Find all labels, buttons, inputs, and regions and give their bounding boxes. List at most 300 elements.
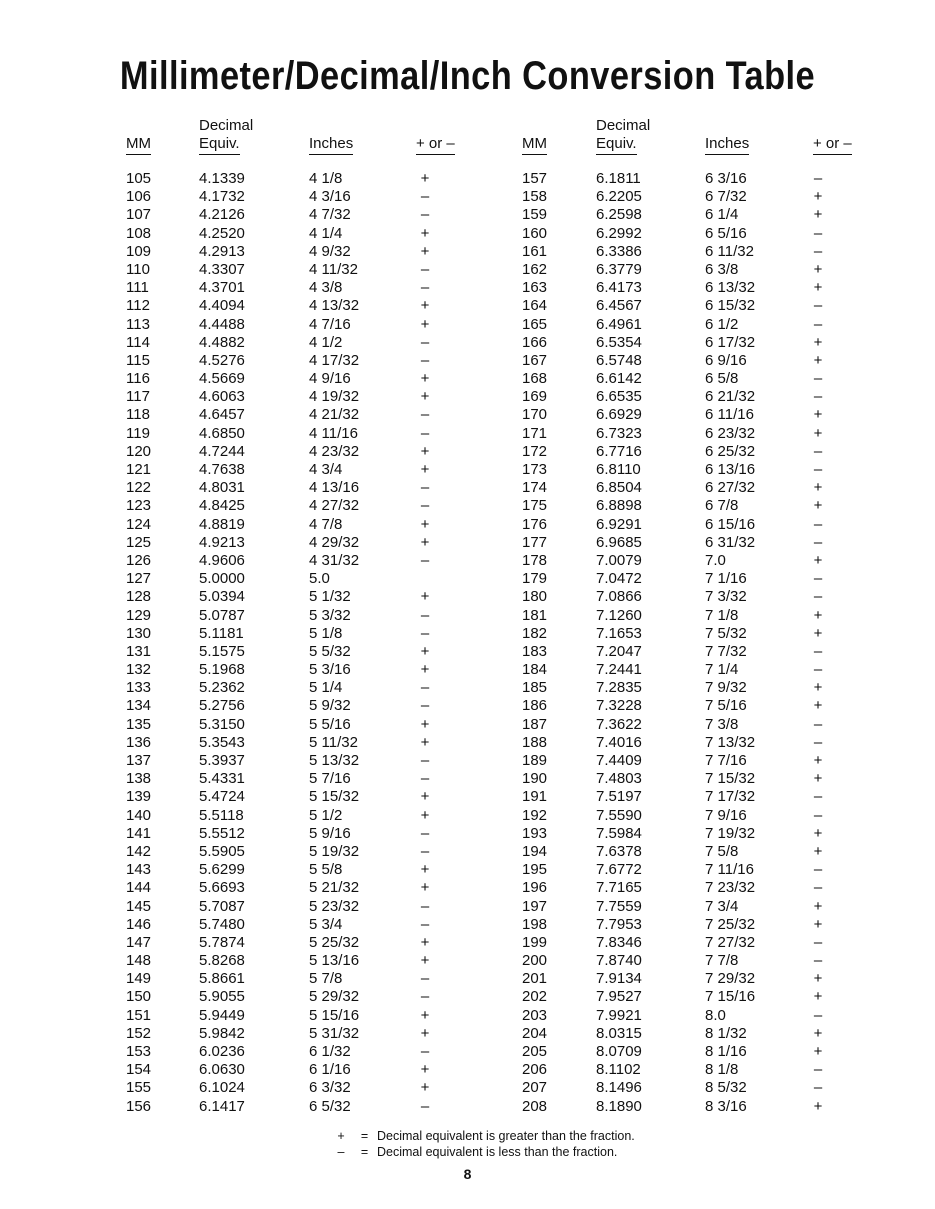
sign-cell: –: [813, 297, 823, 315]
decimal-cell: 4.9213: [199, 533, 245, 551]
sign-cell: +: [420, 315, 430, 333]
mm-cell: 171: [522, 424, 548, 442]
sign-cell: –: [420, 424, 430, 442]
mm-cell: 163: [522, 279, 548, 297]
decimal-cell: 7.8740: [596, 952, 642, 970]
inches-cell: 5 1/32: [309, 588, 351, 606]
mm-cell: 161: [522, 242, 548, 260]
sign-cell: +: [813, 279, 823, 297]
header-inches-left: [309, 135, 353, 155]
decimal-cell: 7.5984: [596, 824, 642, 842]
inches-cell: 5 9/32: [309, 697, 351, 715]
mm-cell: 148: [126, 952, 152, 970]
decimal-cell: 4.4882: [199, 333, 245, 351]
inches-cell: 5 5/8: [309, 861, 343, 879]
mm-cell: 183: [522, 642, 548, 660]
inches-cell: 5 1/8: [309, 624, 343, 642]
mm-cell: 123: [126, 497, 152, 515]
inches-cell: 6 25/32: [705, 442, 756, 460]
decimal-cell: 8.1890: [596, 1097, 642, 1115]
inches-cell: 6 15/32: [705, 297, 756, 315]
inches-cell: 5 23/32: [309, 897, 360, 915]
sign-cell: –: [813, 642, 823, 660]
inches-cell: 7 1/4: [705, 661, 739, 679]
sign-cell: –: [813, 588, 823, 606]
header-sign-right: [813, 135, 852, 155]
mm-cell: 208: [522, 1097, 548, 1115]
inches-cell: 8 1/8: [705, 1061, 739, 1079]
sign-cell: +: [813, 697, 823, 715]
mm-cell: 177: [522, 533, 548, 551]
mm-cell: 186: [522, 697, 548, 715]
sign-cell: +: [420, 733, 430, 751]
decimal-cell: 7.7165: [596, 879, 642, 897]
mm-cell: 130: [126, 624, 152, 642]
decimal-cell: 6.1417: [199, 1097, 245, 1115]
legend-text: Decimal equivalent is less than the fraction.: [376, 1145, 618, 1159]
inches-cell: 7 5/16: [705, 697, 747, 715]
mm-cell: 143: [126, 861, 152, 879]
inches-cell: 7 5/8: [705, 842, 739, 860]
mm-cell: 141: [126, 824, 152, 842]
decimal-cell: 5.9842: [199, 1024, 245, 1042]
inches-cell: 6 7/32: [705, 188, 747, 206]
sign-cell: –: [813, 570, 823, 588]
decimal-cell: 5.4331: [199, 770, 245, 788]
page-number: 8: [463, 1166, 472, 1182]
mm-cell: 173: [522, 461, 548, 478]
sign-cell: +: [813, 1024, 823, 1042]
inches-cell: 5 7/8: [309, 970, 343, 988]
mm-cell: 160: [522, 224, 548, 242]
inches-cell: 6 1/16: [309, 1061, 351, 1079]
right-mm-column: [522, 170, 547, 1116]
mm-cell: 122: [126, 479, 152, 497]
mm-cell: 116: [126, 370, 150, 388]
sign-cell: +: [813, 842, 823, 860]
left-mm-column: [126, 170, 151, 1116]
decimal-cell: 6.0236: [199, 1043, 245, 1060]
right-decimal-column: [596, 170, 642, 1116]
sign-cell: –: [420, 351, 430, 369]
mm-cell: 144: [126, 879, 152, 897]
mm-cell: 193: [522, 824, 548, 842]
inches-cell: 7 1/16: [705, 570, 747, 588]
sign-cell: +: [420, 242, 430, 260]
mm-cell: 178: [522, 551, 548, 569]
decimal-cell: 5.6693: [199, 879, 245, 897]
decimal-cell: 8.0709: [596, 1043, 642, 1060]
inches-cell: 7 15/32: [705, 770, 756, 788]
sign-cell: +: [420, 879, 430, 897]
mm-cell: 107: [126, 206, 152, 224]
decimal-cell: 7.1653: [596, 624, 642, 642]
inches-cell: 5 9/16: [309, 824, 351, 842]
mm-cell: 125: [126, 533, 152, 551]
decimal-cell: 5.9449: [199, 1006, 245, 1024]
decimal-cell: 6.5748: [596, 351, 642, 369]
inches-cell: 6 15/16: [705, 515, 756, 533]
mm-cell: 179: [522, 570, 548, 588]
inches-cell: 7 7/16: [705, 752, 747, 769]
decimal-cell: 5.7480: [199, 915, 245, 933]
decimal-cell: 4.5276: [199, 351, 245, 369]
sign-cell: +: [813, 497, 823, 515]
inches-cell: 7 9/16: [705, 806, 747, 824]
sign-cell: +: [420, 388, 430, 406]
sign-cell: +: [420, 661, 430, 679]
mm-cell: 131: [126, 642, 152, 660]
decimal-cell: 6.2598: [596, 206, 642, 224]
sign-cell: +: [813, 752, 823, 769]
mm-cell: 201: [522, 970, 548, 988]
sign-cell: +: [420, 952, 430, 970]
legend-text: Decimal equivalent is greater than the fraction.: [376, 1129, 635, 1143]
sign-cell: +: [420, 588, 430, 606]
mm-cell: 109: [126, 242, 152, 260]
inches-cell: 6 5/16: [705, 224, 747, 242]
decimal-cell: 4.6063: [199, 388, 245, 406]
sign-cell: +: [420, 533, 430, 551]
inches-cell: 6 5/32: [309, 1097, 351, 1115]
sign-cell: –: [420, 606, 430, 624]
sign-cell: –: [420, 915, 430, 933]
decimal-cell: 7.1260: [596, 606, 642, 624]
inches-cell: 7 19/32: [705, 824, 756, 842]
sign-cell: –: [420, 497, 430, 515]
sign-cell: +: [813, 333, 823, 351]
mm-cell: 145: [126, 897, 152, 915]
inches-cell: 7 3/8: [705, 715, 739, 733]
mm-cell: 204: [522, 1024, 548, 1042]
decimal-cell: 6.1024: [199, 1079, 245, 1097]
mm-cell: 187: [522, 715, 548, 733]
inches-cell: 7 3/4: [705, 897, 739, 915]
decimal-cell: 4.7638: [199, 461, 245, 478]
decimal-cell: 4.2126: [199, 206, 245, 224]
decimal-cell: 6.4173: [596, 279, 642, 297]
sign-cell: +: [420, 515, 430, 533]
mm-cell: 105: [126, 170, 152, 187]
inches-cell: 5 3/4: [309, 915, 343, 933]
sign-cell: –: [420, 206, 430, 224]
sign-cell: –: [813, 788, 823, 806]
mm-cell: 110: [126, 260, 150, 278]
mm-cell: 175: [522, 497, 548, 515]
sign-cell: +: [420, 788, 430, 806]
decimal-cell: 4.5669: [199, 370, 245, 388]
mm-cell: 192: [522, 806, 548, 824]
decimal-cell: 6.3779: [596, 260, 642, 278]
decimal-cell: 6.0630: [199, 1061, 245, 1079]
inches-cell: 7 13/32: [705, 733, 756, 751]
decimal-cell: 4.6850: [199, 424, 245, 442]
mm-cell: 133: [126, 679, 152, 697]
inches-cell: 5 15/32: [309, 788, 360, 806]
sign-cell: –: [420, 770, 430, 788]
mm-cell: 129: [126, 606, 152, 624]
inches-cell: 7 1/8: [705, 606, 739, 624]
inches-cell: 6 9/16: [705, 351, 747, 369]
decimal-cell: 5.3543: [199, 733, 245, 751]
decimal-cell: 5.7874: [199, 933, 245, 951]
sign-cell: +: [813, 260, 823, 278]
mm-cell: 112: [126, 297, 150, 315]
mm-cell: 115: [126, 351, 150, 369]
sign-cell: +: [420, 297, 430, 315]
sign-cell: –: [420, 624, 430, 642]
mm-cell: 189: [522, 752, 548, 769]
mm-cell: 120: [126, 442, 152, 460]
header-decimal-top: Decimal: [596, 117, 651, 134]
mm-cell: 198: [522, 915, 548, 933]
inches-cell: 7 29/32: [705, 970, 756, 988]
header-decimal-bottom: Equiv.: [199, 135, 240, 155]
decimal-cell: 7.6772: [596, 861, 642, 879]
sign-cell: –: [813, 242, 823, 260]
sign-cell: –: [420, 752, 430, 769]
inches-cell: 6 27/32: [705, 479, 756, 497]
sign-cell: +: [420, 170, 430, 187]
legend-minus: [330, 1145, 617, 1159]
header-decimal-left: [199, 117, 253, 155]
mm-cell: 146: [126, 915, 152, 933]
inches-cell: 5 11/32: [309, 733, 358, 751]
inches-cell: 5 21/32: [309, 879, 360, 897]
sign-cell: +: [420, 806, 430, 824]
sign-cell: –: [813, 661, 823, 679]
mm-cell: 180: [522, 588, 548, 606]
decimal-cell: 4.2913: [199, 242, 245, 260]
decimal-cell: 6.5354: [596, 333, 642, 351]
mm-cell: 172: [522, 442, 548, 460]
mm-cell: 153: [126, 1043, 152, 1060]
mm-cell: 114: [126, 333, 150, 351]
decimal-cell: 5.1968: [199, 661, 245, 679]
mm-cell: 168: [522, 370, 548, 388]
inches-cell: 5 1/2: [309, 806, 343, 824]
mm-cell: 142: [126, 842, 152, 860]
sign-cell: –: [420, 697, 430, 715]
decimal-cell: 6.9685: [596, 533, 642, 551]
right-inches-column: [705, 170, 755, 1116]
inches-cell: 8 3/16: [705, 1097, 747, 1115]
decimal-cell: 5.3937: [199, 752, 245, 769]
decimal-cell: 6.4961: [596, 315, 642, 333]
inches-cell: 7 23/32: [705, 879, 756, 897]
inches-cell: 6 21/32: [705, 388, 756, 406]
inches-cell: 7 11/16: [705, 861, 754, 879]
decimal-cell: 7.5197: [596, 788, 642, 806]
decimal-cell: 5.2756: [199, 697, 245, 715]
decimal-cell: 6.8898: [596, 497, 642, 515]
mm-cell: 164: [522, 297, 548, 315]
decimal-cell: 5.7087: [199, 897, 245, 915]
inches-cell: 5 3/16: [309, 661, 351, 679]
decimal-cell: 7.4409: [596, 752, 642, 769]
header-inches-right: [705, 135, 749, 155]
decimal-cell: 7.9921: [596, 1006, 642, 1024]
inches-cell: 5 5/32: [309, 642, 351, 660]
sign-cell: +: [813, 206, 823, 224]
legend-equals: =: [360, 1129, 369, 1143]
mm-cell: 165: [522, 315, 548, 333]
inches-cell: 6 1/4: [705, 206, 739, 224]
sign-cell: +: [813, 606, 823, 624]
sign-cell: –: [420, 1097, 430, 1115]
decimal-cell: 6.6142: [596, 370, 642, 388]
decimal-cell: 7.9134: [596, 970, 642, 988]
inches-cell: 6 11/32: [705, 242, 754, 260]
sign-cell: +: [420, 933, 430, 951]
sign-cell: +: [813, 679, 823, 697]
inches-cell: 4 3/4: [309, 461, 343, 478]
mm-cell: 138: [126, 770, 152, 788]
mm-cell: 166: [522, 333, 548, 351]
decimal-cell: 5.0000: [199, 570, 245, 588]
inches-cell: 8.0: [705, 1006, 726, 1024]
sign-cell: –: [420, 279, 430, 297]
decimal-cell: 8.0315: [596, 1024, 642, 1042]
sign-cell: +: [420, 461, 430, 478]
inches-cell: 6 13/32: [705, 279, 756, 297]
inches-cell: 6 23/32: [705, 424, 756, 442]
sign-cell: –: [813, 733, 823, 751]
mm-cell: 118: [126, 406, 150, 424]
sign-cell: –: [813, 1061, 823, 1079]
header-sign-left: [416, 135, 455, 155]
decimal-cell: 5.5905: [199, 842, 245, 860]
inches-cell: 5 15/16: [309, 1006, 360, 1024]
decimal-cell: 6.2205: [596, 188, 642, 206]
inches-cell: 5 3/32: [309, 606, 351, 624]
inches-cell: 5 13/16: [309, 952, 360, 970]
decimal-cell: 4.8819: [199, 515, 245, 533]
decimal-cell: 4.3307: [199, 260, 245, 278]
decimal-cell: 5.0787: [199, 606, 245, 624]
sign-cell: –: [813, 461, 823, 478]
inches-cell: 6 13/16: [705, 461, 756, 478]
decimal-cell: 4.4094: [199, 297, 245, 315]
mm-cell: 167: [522, 351, 548, 369]
sign-cell: –: [420, 479, 430, 497]
sign-cell: +: [813, 351, 823, 369]
sign-cell: –: [813, 952, 823, 970]
mm-cell: 174: [522, 479, 548, 497]
inches-cell: 5 1/4: [309, 679, 343, 697]
inches-cell: 4 19/32: [309, 388, 360, 406]
mm-cell: 113: [126, 315, 150, 333]
mm-cell: 106: [126, 188, 152, 206]
inches-cell: 4 31/32: [309, 551, 360, 569]
sign-cell: [415, 570, 435, 588]
sign-cell: –: [813, 515, 823, 533]
sign-cell: –: [420, 897, 430, 915]
decimal-cell: 8.1102: [596, 1061, 641, 1079]
decimal-cell: 7.9527: [596, 988, 642, 1006]
legend-symbol: +: [337, 1129, 345, 1143]
sign-cell: +: [420, 1061, 430, 1079]
decimal-cell: 5.3150: [199, 715, 245, 733]
inches-cell: 4 7/32: [309, 206, 351, 224]
inches-cell: 4 7/8: [309, 515, 343, 533]
mm-cell: 147: [126, 933, 152, 951]
left-inches-column: [309, 170, 359, 1116]
sign-cell: –: [813, 1079, 823, 1097]
inches-cell: 6 5/8: [705, 370, 739, 388]
inches-cell: 4 29/32: [309, 533, 360, 551]
mm-cell: 182: [522, 624, 548, 642]
decimal-cell: 6.8504: [596, 479, 642, 497]
sign-cell: +: [420, 1079, 430, 1097]
page-title: Millimeter/Decimal/Inch Conversion Table: [119, 54, 816, 98]
sign-cell: +: [813, 770, 823, 788]
mm-cell: 126: [126, 551, 152, 569]
sign-cell: –: [813, 442, 823, 460]
header-sign-label: + or –: [813, 135, 852, 155]
decimal-cell: 4.8425: [199, 497, 245, 515]
inches-cell: 4 11/16: [309, 424, 358, 442]
mm-cell: 162: [522, 260, 548, 278]
decimal-cell: 5.6299: [199, 861, 245, 879]
sign-cell: +: [813, 1043, 823, 1060]
inches-cell: 4 13/32: [309, 297, 360, 315]
inches-cell: 6 3/16: [705, 170, 747, 187]
sign-cell: –: [420, 824, 430, 842]
decimal-cell: 5.4724: [199, 788, 245, 806]
decimal-cell: 4.7244: [199, 442, 245, 460]
decimal-cell: 7.2441: [596, 661, 642, 679]
inches-cell: 5.0: [309, 570, 330, 588]
mm-cell: 117: [126, 388, 150, 406]
inches-cell: 4 1/2: [309, 333, 343, 351]
mm-cell: 139: [126, 788, 152, 806]
inches-cell: 8 1/16: [705, 1043, 747, 1060]
sign-cell: –: [813, 806, 823, 824]
mm-cell: 169: [522, 388, 548, 406]
decimal-cell: 6.3386: [596, 242, 642, 260]
mm-cell: 159: [522, 206, 548, 224]
sign-cell: +: [813, 424, 823, 442]
decimal-cell: 6.7716: [596, 442, 642, 460]
sign-cell: +: [813, 406, 823, 424]
inches-cell: 4 1/8: [309, 170, 343, 187]
inches-cell: 5 25/32: [309, 933, 360, 951]
sign-cell: –: [420, 679, 430, 697]
inches-cell: 6 1/32: [309, 1043, 351, 1060]
mm-cell: 190: [522, 770, 548, 788]
mm-cell: 188: [522, 733, 548, 751]
inches-cell: 6 17/32: [705, 333, 756, 351]
sign-cell: +: [420, 442, 430, 460]
inches-cell: 4 11/32: [309, 260, 358, 278]
inches-cell: 6 1/2: [705, 315, 739, 333]
inches-cell: 6 3/32: [309, 1079, 351, 1097]
mm-cell: 155: [126, 1079, 152, 1097]
decimal-cell: 4.9606: [199, 551, 245, 569]
decimal-cell: 5.1181: [199, 624, 244, 642]
decimal-cell: 4.1339: [199, 170, 245, 187]
sign-cell: –: [813, 1006, 823, 1024]
decimal-cell: 7.0866: [596, 588, 642, 606]
decimal-cell: 5.9055: [199, 988, 245, 1006]
legend-plus: [330, 1129, 635, 1143]
sign-cell: +: [813, 188, 823, 206]
inches-cell: 5 5/16: [309, 715, 351, 733]
mm-cell: 150: [126, 988, 152, 1006]
sign-cell: +: [813, 824, 823, 842]
decimal-cell: 4.6457: [199, 406, 245, 424]
